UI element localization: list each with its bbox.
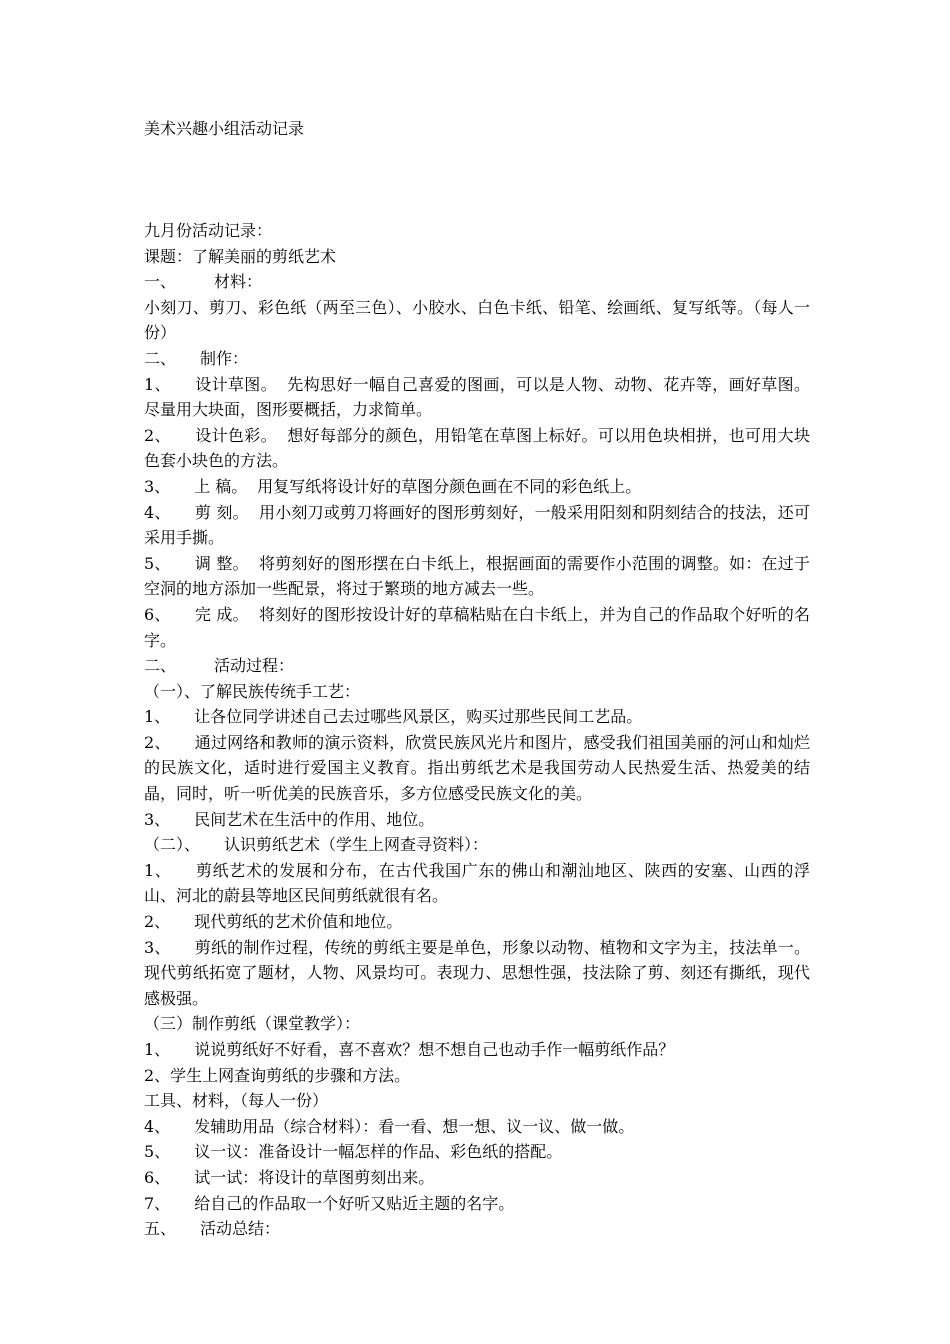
list-item bbox=[144, 1165, 810, 1191]
step-item bbox=[144, 602, 810, 653]
item-text: 通过网络和教师的演示资料，欣赏民族风光片和图片，感受我们祖国美丽的河山和灿烂的民族文化，适时进行爱国主义教育。指出剪纸艺术是我国劳动人民热爱生活、热爱美的结晶，同时，听一听优美的民族音乐，多方位感受民族文化的美。 bbox=[144, 732, 810, 804]
item-number: 1、 bbox=[144, 707, 171, 727]
step-item bbox=[144, 500, 810, 551]
step-item bbox=[144, 372, 810, 423]
step-item bbox=[144, 474, 810, 500]
step-name: 上 稿。 bbox=[194, 476, 248, 496]
step-text: 将剪刻好的图形摆在白卡纸上，根据画面的需要作小范围的调整。如：在过于空洞的地方添加一些配景，将过于繁琐的地方减去一些。 bbox=[144, 553, 810, 599]
section-label: 制作： bbox=[200, 348, 249, 368]
item-number: 3、 bbox=[144, 937, 171, 957]
step-text: 用复写纸将设计好的草图分颜色画在不同的彩色纸上。 bbox=[257, 476, 642, 496]
step-number: 6、 bbox=[144, 604, 171, 624]
section-label: 材料： bbox=[214, 272, 263, 292]
item-text: 议一议：准备设计一幅怎样的作品、彩色纸的搭配。 bbox=[194, 1142, 563, 1162]
step-name: 调 整。 bbox=[194, 553, 249, 573]
list-item bbox=[144, 935, 810, 1012]
step-number: 4、 bbox=[144, 502, 171, 522]
step-number: 5、 bbox=[144, 553, 171, 573]
step-number: 2、 bbox=[144, 425, 171, 445]
tools-line: 工具、材料，（每人一份） bbox=[144, 1091, 329, 1111]
item-number: 1、 bbox=[144, 1040, 171, 1059]
section-label: 活动过程： bbox=[214, 656, 295, 676]
step-text: 先构思好一幅自己喜爱的图画，可以是人物、动物、花卉等，画好草图。尽量用大块面，图形要概括，力求简单。 bbox=[144, 374, 810, 420]
item-text: 现代剪纸的艺术价值和地位。 bbox=[194, 912, 403, 932]
item-text: 让各位同学讲述自己去过哪些风景区，购买过那些民间工艺品。 bbox=[194, 707, 643, 727]
list-item bbox=[144, 1139, 810, 1165]
step-name: 设计草图。 bbox=[194, 374, 277, 394]
step-name: 剪 刻。 bbox=[194, 502, 249, 522]
part-number: （二）、 bbox=[144, 835, 201, 855]
section-number: 五、 bbox=[144, 1219, 177, 1239]
item-text: 给自己的作品取一个好听又贴近主题的名字。 bbox=[194, 1193, 515, 1213]
item-text: 剪纸艺术的发展和分布，在古代我国广东的佛山和潮汕地区、陕西的安塞、山西的浮山、河北的蔚县等地区民间剪纸就很有名。 bbox=[144, 860, 810, 906]
section-making-heading bbox=[144, 346, 810, 372]
item-text: 试一试：将设计的草图剪刻出来。 bbox=[194, 1167, 435, 1187]
step-text: 将刻好的图形按设计好的草稿粘贴在白卡纸上，并为自己的作品取个好听的名字。 bbox=[144, 604, 810, 650]
part1-heading: （一）、了解民族传统手工艺： bbox=[144, 681, 361, 701]
list-item bbox=[144, 730, 810, 807]
section-label: 活动总结： bbox=[200, 1219, 281, 1239]
list-item bbox=[144, 1037, 810, 1063]
step-number: 1、 bbox=[144, 374, 171, 394]
list-item: 2、学生上网查询剪纸的步骤和方法。 bbox=[144, 1065, 411, 1085]
item-text: 说说剪纸好不好看，喜不喜欢？想不想自己也动手作一幅剪纸作品？ bbox=[194, 1040, 675, 1059]
item-text: 发辅助用品（综合材料）：看一看、想一想、议一议、做一做。 bbox=[194, 1116, 635, 1136]
section-process-heading bbox=[144, 653, 810, 679]
list-item bbox=[144, 1191, 810, 1217]
list-item bbox=[144, 858, 810, 909]
section-summary-heading bbox=[144, 1216, 810, 1242]
item-text: 剪纸的制作过程，传统的剪纸主要是单色，形象以动物、植物和文字为主，技法单一。现代剪纸拓宽了题材，人物、风景均可。表现力、思想性强，技法除了剪、刻还有撕纸，现代感极强。 bbox=[144, 937, 810, 1008]
section-number: 二、 bbox=[144, 656, 177, 676]
section-number: 一、 bbox=[144, 272, 177, 292]
step-text: 想好每部分的颜色，用铅笔在草图上标好。可以用色块相拼，也可用大块色套小块色的方法。 bbox=[144, 425, 810, 471]
step-number: 3、 bbox=[144, 476, 171, 496]
part2-heading bbox=[144, 832, 810, 858]
part3-heading: （三）制作剪纸（课堂教学）： bbox=[144, 1014, 361, 1034]
item-number: 2、 bbox=[144, 732, 171, 752]
item-number: 7、 bbox=[144, 1193, 171, 1213]
item-number: 6、 bbox=[144, 1167, 171, 1187]
item-number: 5、 bbox=[144, 1142, 171, 1162]
item-text: 民间艺术在生活中的作用、地位。 bbox=[194, 809, 435, 829]
item-number: 2、 bbox=[144, 912, 171, 932]
step-name: 完 成。 bbox=[194, 604, 249, 624]
topic-line: 课题：了解美丽的剪纸艺术 bbox=[144, 246, 337, 266]
step-name: 设计色彩。 bbox=[194, 425, 277, 445]
list-item bbox=[144, 704, 810, 730]
item-number: 1、 bbox=[144, 860, 172, 880]
part-label: 认识剪纸艺术（学生上网查寻资料）： bbox=[224, 835, 489, 855]
list-item bbox=[144, 1114, 810, 1140]
document-body bbox=[144, 218, 810, 1242]
item-number: 3、 bbox=[144, 809, 171, 829]
section-materials-heading bbox=[144, 269, 810, 295]
document-title: 美术兴趣小组活动记录 bbox=[144, 119, 305, 138]
item-number: 4、 bbox=[144, 1116, 171, 1136]
materials-text: 小刻刀、剪刀、彩色纸（两至三色）、小胶水、白色卡纸、铅笔、绘画纸、复写纸等。（每人一份） bbox=[144, 297, 810, 343]
step-text: 用小刻刀或剪刀将画好的图形剪刻好，一般采用阳刻和阴刻结合的技法，还可采用手撕。 bbox=[144, 502, 810, 548]
step-item bbox=[144, 423, 810, 474]
september-heading: 九月份活动记录： bbox=[144, 221, 273, 240]
section-number: 二、 bbox=[144, 348, 177, 368]
list-item bbox=[144, 807, 810, 833]
step-item bbox=[144, 551, 810, 602]
list-item bbox=[144, 909, 810, 935]
